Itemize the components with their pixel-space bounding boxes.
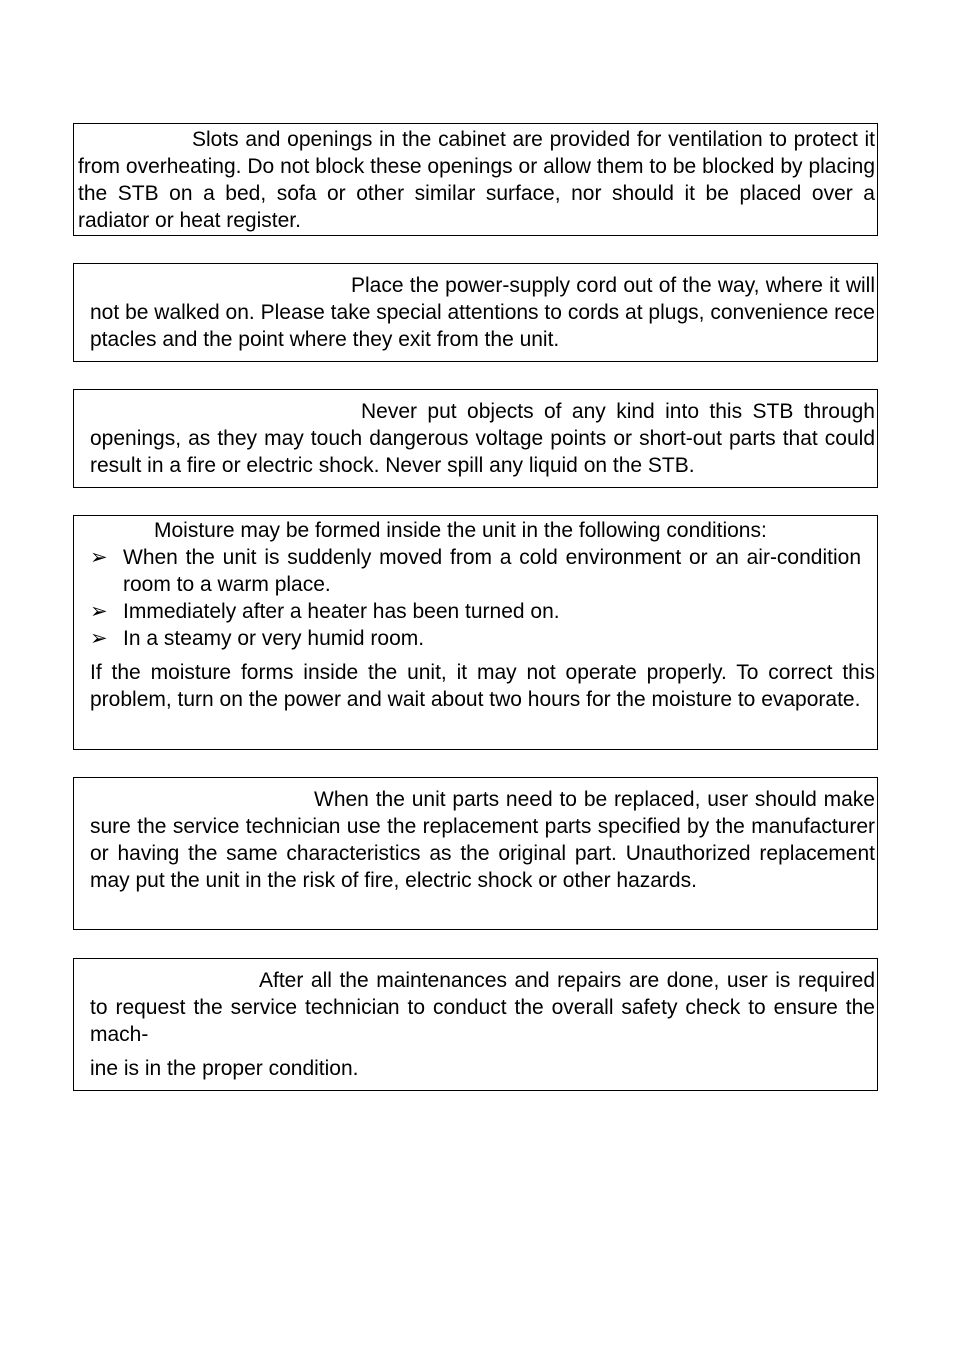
list-item: ➢ When the unit is suddenly moved from a cold environment or an air-condition room to a warm place. [90,546,861,596]
moisture-conditions-list [74,544,877,652]
ventilation-text: Slots and openings in the cabinet are provided for ventilation to protect it from overheating. Do not block these openings or allow them to be blocked by placing the STB on a bed, sofa or other similar surface, nor should it be placed over a radiator or heat register. [78,128,875,232]
power-cord-text: Place the power-supply cord out of the way, where it will not be walked on. Please take special attentions to cords at plugs, convenience rece ptacles and the point where they exit from the unit. [90,274,875,351]
replacement-notice-box [73,777,878,930]
replacement-text: When the unit parts need to be replaced, user should make sure the service technician use the replacement parts specified by the manufacturer or having the same characteristics as the original part. Unauthorized replacement may put the unit in the risk of fire, electric shock or other hazards. [90,788,875,892]
moisture-intro: Moisture may be formed inside the unit in the following conditions: [154,519,767,542]
moisture-closing-text: If the moisture forms inside the unit, it may not operate properly. To correct this problem, turn on the power and wait about two hours for the moisture to evaporate. [90,661,875,711]
safety-check-notice-box [73,958,878,1091]
ventilation-notice-box [73,123,878,236]
moisture-notice-box [73,515,878,750]
arrow-bullet-icon: ➢ [90,546,108,569]
objects-notice-box [73,389,878,488]
arrow-bullet-icon: ➢ [90,627,108,650]
safety-check-text: After all the maintenances and repairs are done, user is required to request the service technician to conduct the overall safety check to ensure the mach- [90,969,875,1046]
power-cord-notice-box [73,263,878,362]
arrow-bullet-icon: ➢ [90,600,108,623]
list-item: ➢ In a steamy or very humid room. [90,627,425,650]
objects-text: Never put objects of any kind into this STB through openings, as they may touch dangerous voltage points or short-out parts that could result in a fire or electric shock. Never spill any liquid on the STB. [90,400,875,477]
safety-check-text-continued: ine is in the proper condition. [90,1057,359,1080]
list-item: ➢ Immediately after a heater has been turned on. [90,600,560,623]
